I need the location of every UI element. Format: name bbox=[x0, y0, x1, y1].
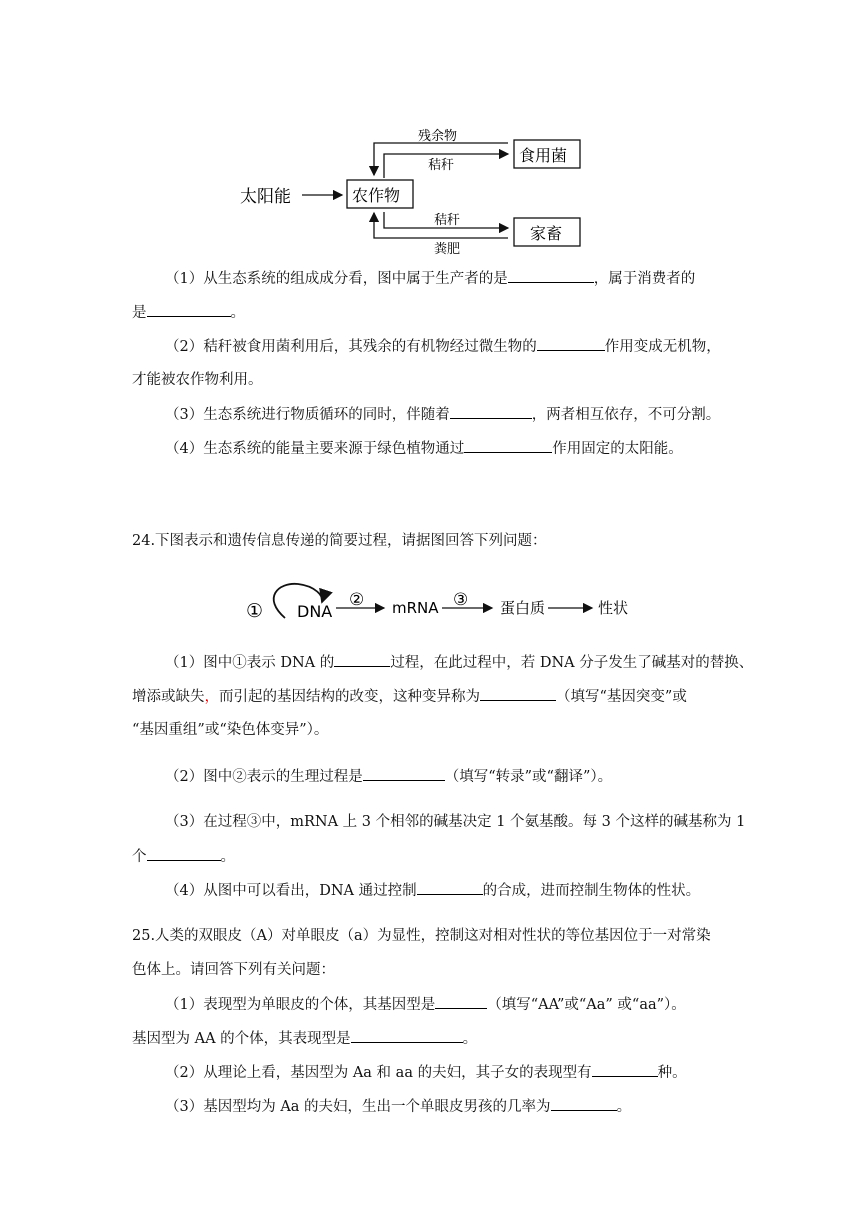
livestock-label: 家畜 bbox=[530, 224, 563, 243]
q25-part1-line1: （1）表现型为单眼皮的个体，其基因型是 （填写“AA”或“Aa” 或“aa”）。 bbox=[165, 994, 686, 1015]
answer-blank[interactable] bbox=[537, 336, 605, 351]
q24-part1-line1: （1）图中①表示 DNA 的 过程，在此过程中，若 DNA 分子发生了碱基对的替换、 bbox=[165, 652, 753, 673]
q25-part2: （2）从理论上看，基因型为 Aa 和 aa 的夫妇，其子女的表现型有 种。 bbox=[165, 1062, 687, 1083]
q23-part3: （3）生态系统进行物质循环的同时，伴随着 ，两者相互依存，不可分割。 bbox=[165, 404, 720, 425]
answer-blank[interactable] bbox=[592, 1062, 658, 1077]
q24-part3-line2: 个 。 bbox=[132, 846, 235, 867]
answer-blank[interactable] bbox=[351, 1028, 463, 1043]
q23-part2-line1: （2）秸秆被食用菌利用后，其残余的有机物经过微生物的 作用变成无机物， bbox=[165, 336, 721, 357]
answer-blank[interactable] bbox=[334, 652, 390, 667]
protein-label: 蛋白质 bbox=[500, 599, 546, 617]
step2-marker: ② bbox=[349, 590, 365, 610]
q23-part4: （4）生态系统的能量主要来源于绿色植物通过 作用固定的太阳能。 bbox=[165, 438, 683, 459]
dna-label: DNA bbox=[297, 602, 333, 621]
q25-part3: （3）基因型均为 Aa 的夫妇，生出一个单眼皮男孩的几率为 。 bbox=[165, 1096, 631, 1117]
q24-part3-line1: （3）在过程③中，mRNA 上 3 个相邻的碱基决定 1 个氨基酸。每 3 个这样的碱基称为 1 bbox=[165, 814, 746, 830]
crop-label: 农作物 bbox=[352, 186, 401, 205]
q23-part1-line2: 是 。 bbox=[132, 302, 245, 323]
step3-marker: ③ bbox=[453, 590, 469, 610]
manure-label: 粪肥 bbox=[434, 242, 461, 257]
answer-blank[interactable] bbox=[147, 302, 231, 317]
q24-part2: （2）图中②表示的生理过程是 （填写“转录”或“翻译”）。 bbox=[165, 766, 612, 787]
q23-part2-line2: 才能被农作物利用。 bbox=[132, 372, 263, 388]
straw-label-bottom: 秸秆 bbox=[434, 213, 461, 228]
answer-blank[interactable] bbox=[464, 438, 552, 453]
q23-part1-line1: （1）从生态系统的组成成分看，图中属于生产者的是 ，属于消费者的 bbox=[165, 268, 695, 289]
gene-expression-diagram bbox=[0, 580, 865, 640]
step1-marker: ① bbox=[246, 600, 264, 622]
straw-label-top: 秸秆 bbox=[428, 158, 455, 173]
q24-part1-line3: “基因重组”或“染色体变异”）。 bbox=[132, 722, 329, 738]
answer-blank[interactable] bbox=[147, 846, 221, 861]
mrna-label: mRNA bbox=[392, 599, 439, 617]
q25-part1-line2: 基因型为 AA 的个体，其表现型是 。 bbox=[132, 1028, 477, 1049]
ecosystem-diagram bbox=[0, 0, 865, 260]
answer-blank[interactable] bbox=[435, 994, 487, 1009]
q24-part1-line2: 增添或缺失，而引起的基因结构的改变，这种变异称为 （填写“基因突变”或 bbox=[132, 686, 687, 707]
answer-blank[interactable] bbox=[417, 880, 483, 895]
answer-blank[interactable] bbox=[508, 268, 594, 283]
fungi-label: 食用菌 bbox=[519, 146, 568, 165]
answer-blank[interactable] bbox=[551, 1096, 617, 1111]
q25-stem-line2: 色体上。请回答下列有关问题： bbox=[132, 962, 335, 978]
answer-blank[interactable] bbox=[363, 766, 445, 781]
q25-stem-line1: 25.人类的双眼皮（A）对单眼皮（a）为显性，控制这对相对性状的等位基因位于一对常染 bbox=[132, 928, 711, 944]
answer-blank[interactable] bbox=[480, 686, 556, 701]
trait-label: 性状 bbox=[598, 599, 629, 617]
sun-energy-label: 太阳能 bbox=[240, 187, 291, 207]
q24-part4: （4）从图中可以看出，DNA 通过控制 的合成，进而控制生物体的性状。 bbox=[165, 880, 700, 901]
q24-stem: 24.下图表示和遗传信息传递的简要过程，请据图回答下列问题： bbox=[132, 533, 547, 549]
answer-blank[interactable] bbox=[450, 404, 532, 419]
residue-label: 残余物 bbox=[418, 129, 458, 144]
